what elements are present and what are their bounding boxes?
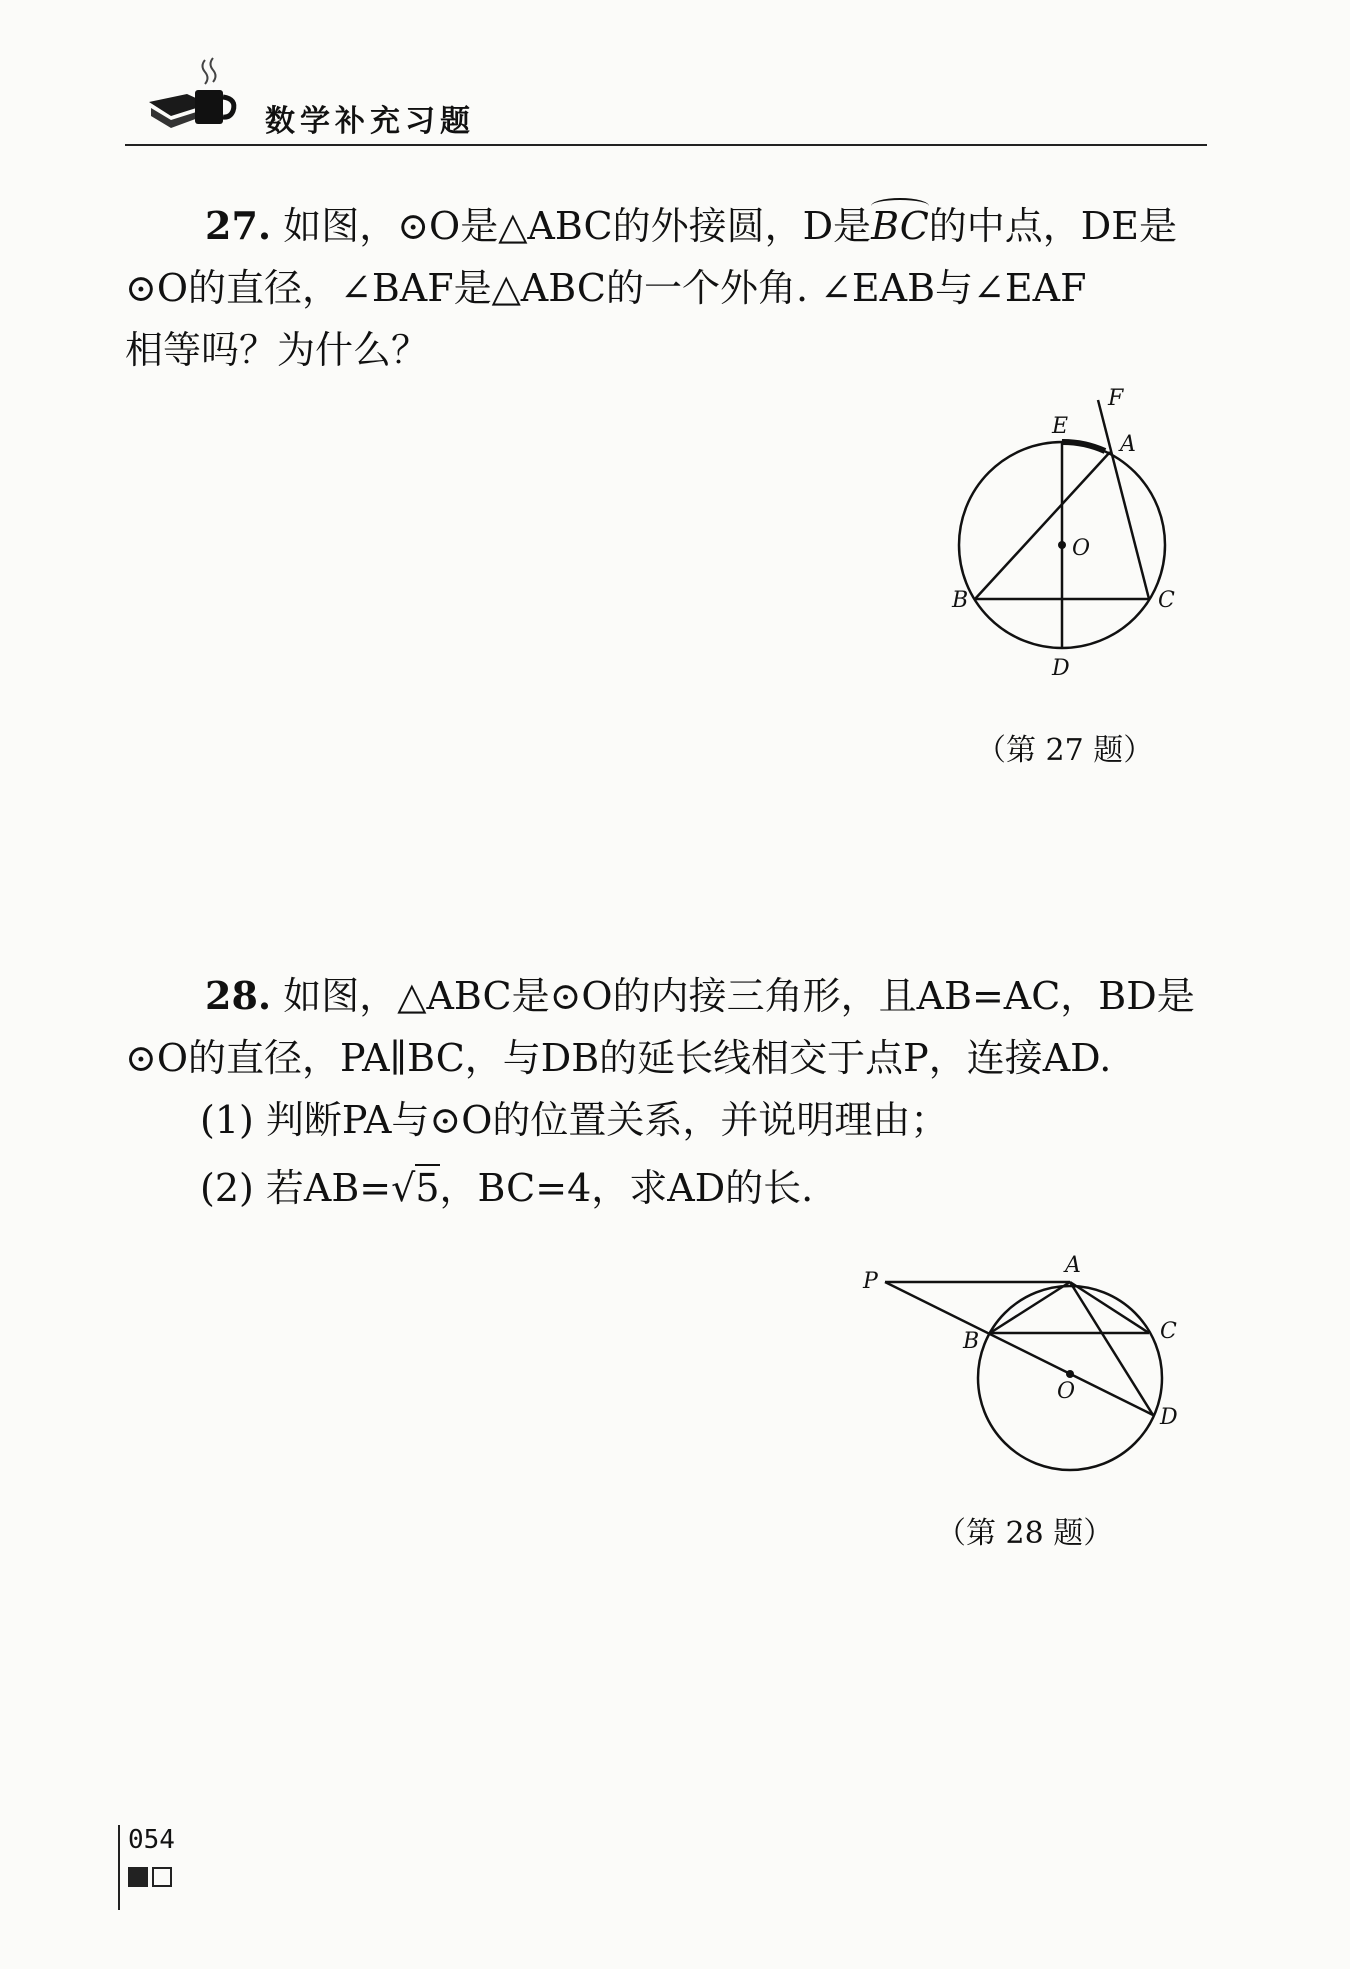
page-number: 054 bbox=[128, 1825, 175, 1855]
arc-bc: BC bbox=[871, 204, 929, 248]
svg-text:C: C bbox=[1158, 588, 1175, 613]
q28-part1: (1) 判断PA与⊙O的位置关系，并说明理由； bbox=[200, 1098, 949, 1142]
svg-text:A: A bbox=[1120, 432, 1136, 457]
svg-text:O: O bbox=[1072, 536, 1091, 561]
q27-caption: （第 27 题） bbox=[976, 733, 1154, 768]
svg-text:C: C bbox=[1160, 1319, 1177, 1344]
q27-line3: 相等吗？为什么？ bbox=[125, 328, 430, 372]
filled-square-icon bbox=[128, 1867, 148, 1887]
page-header bbox=[125, 52, 1207, 146]
q28-figure bbox=[855, 1250, 1205, 1475]
q28-line2: ⊙O的直径，PA∥BC，与DB的延长线相交于点P，连接AD. bbox=[125, 1036, 1112, 1080]
q28-number: 28. bbox=[205, 973, 272, 1018]
coffee-book-logo bbox=[147, 52, 242, 137]
page-footer bbox=[118, 1825, 175, 1910]
header-title: 数学补充习题 bbox=[265, 104, 475, 139]
svg-text:B: B bbox=[952, 588, 969, 613]
q27-line1: 27. 如图，⊙O是△ABC的外接圆，D是 BC的中点，DE是 bbox=[125, 195, 1207, 257]
svg-text:E: E bbox=[1052, 414, 1069, 439]
svg-text:P: P bbox=[863, 1269, 878, 1294]
empty-square-icon bbox=[152, 1867, 172, 1887]
q27-line2: ⊙O的直径，∠BAF是△ABC的一个外角. ∠EAB与∠EAF bbox=[125, 266, 1087, 310]
q28-part2: (2) 若AB=√5，BC=4，求AD的长. bbox=[200, 1166, 814, 1210]
svg-text:D: D bbox=[1052, 656, 1070, 681]
svg-text:O: O bbox=[1057, 1379, 1076, 1404]
svg-text:A: A bbox=[1065, 1253, 1081, 1278]
q27-number: 27. bbox=[205, 203, 272, 248]
sqrt-sign: √ bbox=[391, 1166, 416, 1210]
svg-text:F: F bbox=[1108, 386, 1124, 411]
svg-text:D: D bbox=[1160, 1405, 1178, 1430]
q27-figure bbox=[940, 385, 1200, 685]
svg-text:B: B bbox=[963, 1329, 980, 1354]
q28-caption: （第 28 题） bbox=[936, 1516, 1114, 1551]
q28-line1: 28. 如图，△ABC是⊙O的内接三角形，且AB=AC，BD是 bbox=[205, 973, 1195, 1018]
